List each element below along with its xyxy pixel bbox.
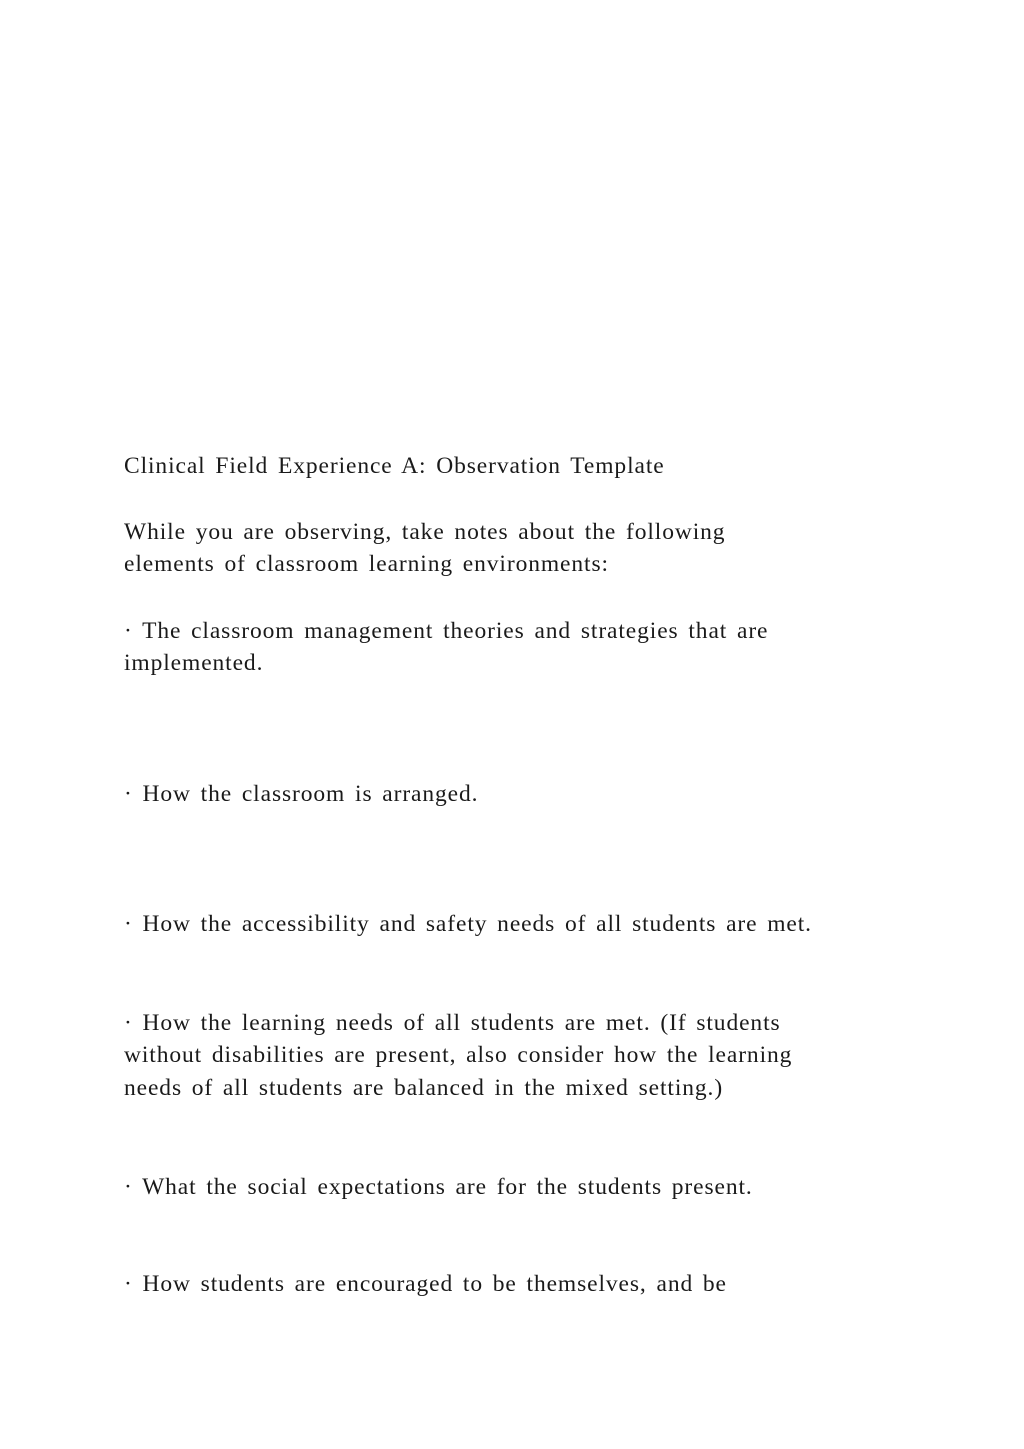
bullet-social-expectations-line: · What the social expectations are for the students present. (124, 1174, 753, 1200)
bullet-learning-needs-line: without disabilities are present, also consider how the learning (124, 1042, 793, 1068)
intro-line: elements of classroom learning environments: (124, 551, 609, 577)
bullet-arrangement-line: · How the classroom is arranged. (124, 781, 479, 807)
bullet-management-line: · The classroom management theories and strategies that are (124, 618, 769, 644)
bullet-learning-needs-line: needs of all students are balanced in the mixed setting.) (124, 1075, 724, 1101)
bullet-management-line: implemented. (124, 650, 264, 676)
intro-line: While you are observing, take notes about the following (124, 519, 726, 545)
document-title: Clinical Field Experience A: Observation Template (124, 453, 665, 479)
bullet-accessibility-line: · How the accessibility and safety needs of all students are met. (124, 911, 812, 937)
bullet-encouragement-line: · How students are encouraged to be themselves, and be (124, 1271, 727, 1297)
bullet-learning-needs-line: · How the learning needs of all students are met. (If students (124, 1010, 781, 1036)
